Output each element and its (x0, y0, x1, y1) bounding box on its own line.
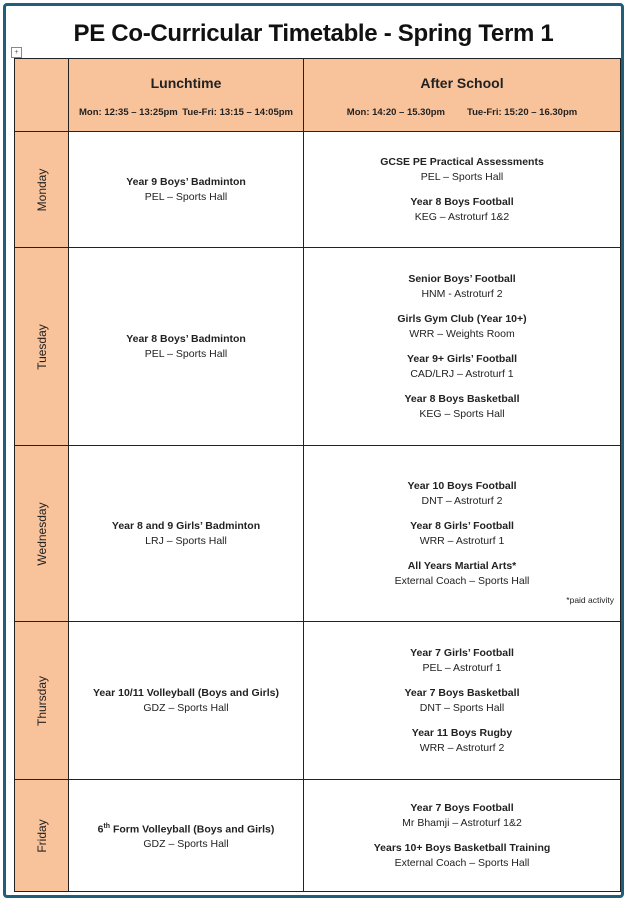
activity-detail: PEL – Sports Hall (144, 347, 228, 360)
activity-title: Year 7 Boys Football (410, 801, 514, 814)
day-cell-friday (15, 780, 69, 892)
activity-title: Year 7 Girls’ Football (410, 646, 514, 659)
activity (304, 195, 620, 225)
activity-detail: KEG – Astroturf 1&2 (414, 210, 510, 223)
activity (304, 686, 620, 716)
activity (304, 801, 620, 831)
activity-title: Senior Boys’ Football (408, 272, 516, 285)
lunch-cell-tuesday (69, 248, 304, 446)
activity (304, 272, 620, 302)
activity-detail: DNT – Astroturf 2 (421, 494, 503, 507)
activity-title: Years 10+ Boys Basketball Training (373, 841, 551, 854)
title-part: 6 (97, 823, 104, 836)
day-cell-monday (15, 132, 69, 248)
after-cell-friday (304, 780, 621, 892)
day-cell-tuesday (15, 248, 69, 446)
after-cell-wednesday (304, 446, 621, 622)
activity (304, 479, 620, 509)
title-superscript: th (103, 822, 111, 830)
day-label: Monday (34, 168, 49, 211)
activity-title: Year 9 Boys’ Badminton (126, 175, 246, 188)
day-cell-wednesday (15, 446, 69, 622)
activity-title: Girls Gym Club (Year 10+) (397, 312, 527, 325)
after-school-tue-fri-time: Tue-Fri: 15:20 – 16.30pm (467, 107, 578, 118)
activity-title: Year 8 Boys Basketball (404, 392, 520, 405)
activity (304, 559, 620, 589)
timetable-table (14, 58, 621, 892)
day-row-thursday (15, 622, 621, 780)
activity-title: Year 10/11 Volleyball (Boys and Girls) (93, 686, 279, 699)
day-row-friday (15, 780, 621, 892)
day-row-monday (15, 132, 621, 248)
activity-detail: WRR – Weights Room (409, 327, 515, 340)
activity (69, 519, 303, 549)
lunchtime-label: Lunchtime (150, 75, 222, 91)
activity-title: GCSE PE Practical Assessments (380, 155, 544, 168)
after-cell-monday (304, 132, 621, 248)
day-cell-thursday (15, 622, 69, 780)
after-school-label: After School (420, 75, 504, 91)
day-label: Tuesday (34, 323, 49, 370)
activity-detail: GDZ – Sports Hall (143, 701, 229, 714)
day-label: Friday (34, 818, 49, 853)
activity-title (69, 819, 303, 838)
after-school-times (304, 107, 620, 118)
activity-detail: GDZ – Sports Hall (143, 838, 229, 851)
lunch-cell-wednesday (69, 446, 304, 622)
activity-title: Year 8 Boys’ Badminton (126, 332, 246, 345)
activity-detail: PEL – Sports Hall (420, 170, 504, 183)
lunch-cell-thursday (69, 622, 304, 780)
lunchtime-header (69, 59, 304, 132)
lunchtime-times (69, 107, 303, 118)
activity-detail: CAD/LRJ – Astroturf 1 (410, 367, 514, 380)
table-move-handle-icon[interactable]: + (11, 47, 22, 58)
activity-detail: KEG – Sports Hall (419, 407, 505, 420)
activity-title: Year 8 Girls’ Football (410, 519, 514, 532)
activity (304, 155, 620, 185)
activity-detail: WRR – Astroturf 1 (419, 534, 505, 547)
after-school-header (304, 59, 621, 132)
activity-title: All Years Martial Arts* (407, 559, 517, 572)
after-cell-thursday (304, 622, 621, 780)
activity (304, 646, 620, 676)
activity-detail: Mr Bhamji – Astroturf 1&2 (402, 816, 522, 829)
day-row-tuesday (15, 248, 621, 446)
activity (69, 332, 303, 362)
activity-title: Year 11 Boys Rugby (411, 726, 513, 739)
activity-detail: DNT – Sports Hall (419, 701, 505, 714)
activity-detail: WRR – Astroturf 2 (419, 741, 505, 754)
activity (69, 819, 303, 853)
activity-detail: External Coach – Sports Hall (394, 856, 530, 869)
activity (304, 312, 620, 342)
activity-title: Year 10 Boys Football (407, 479, 517, 492)
corner-cell (15, 59, 69, 132)
paid-activity-note: *paid activity (566, 595, 614, 605)
activity-detail: HNM - Astroturf 2 (421, 287, 503, 300)
activity (69, 686, 303, 716)
activity-detail: External Coach – Sports Hall (394, 574, 530, 587)
header-row (15, 59, 621, 132)
activity-detail: LRJ – Sports Hall (145, 534, 227, 547)
activity (69, 175, 303, 205)
lunch-cell-monday (69, 132, 304, 248)
activity-title: Year 8 and 9 Girls’ Badminton (111, 519, 261, 532)
page-title: PE Co-Curricular Timetable - Spring Term 1 (73, 20, 554, 47)
activity (304, 841, 620, 871)
activity (304, 726, 620, 756)
lunchtime-mon-time: Mon: 12:35 – 13:25pm (79, 107, 178, 118)
day-label: Thursday (34, 675, 49, 726)
lunchtime-tue-fri-time: Tue-Fri: 13:15 – 14:05pm (182, 107, 293, 118)
lunch-cell-friday (69, 780, 304, 892)
activity (304, 519, 620, 549)
activity-detail: PEL – Astroturf 1 (422, 661, 502, 674)
activity (304, 392, 620, 422)
activity-title: Year 7 Boys Basketball (404, 686, 520, 699)
title-part: Form Volleyball (Boys and Girls) (110, 823, 275, 836)
day-row-wednesday (15, 446, 621, 622)
activity (304, 352, 620, 382)
day-label: Wednesday (34, 501, 49, 566)
activity-title: Year 9+ Girls’ Football (406, 352, 517, 365)
after-school-mon-time: Mon: 14:20 – 15.30pm (346, 107, 446, 118)
activity-detail: PEL – Sports Hall (144, 190, 228, 203)
activity-title: Year 8 Boys Football (410, 195, 514, 208)
after-cell-tuesday (304, 248, 621, 446)
